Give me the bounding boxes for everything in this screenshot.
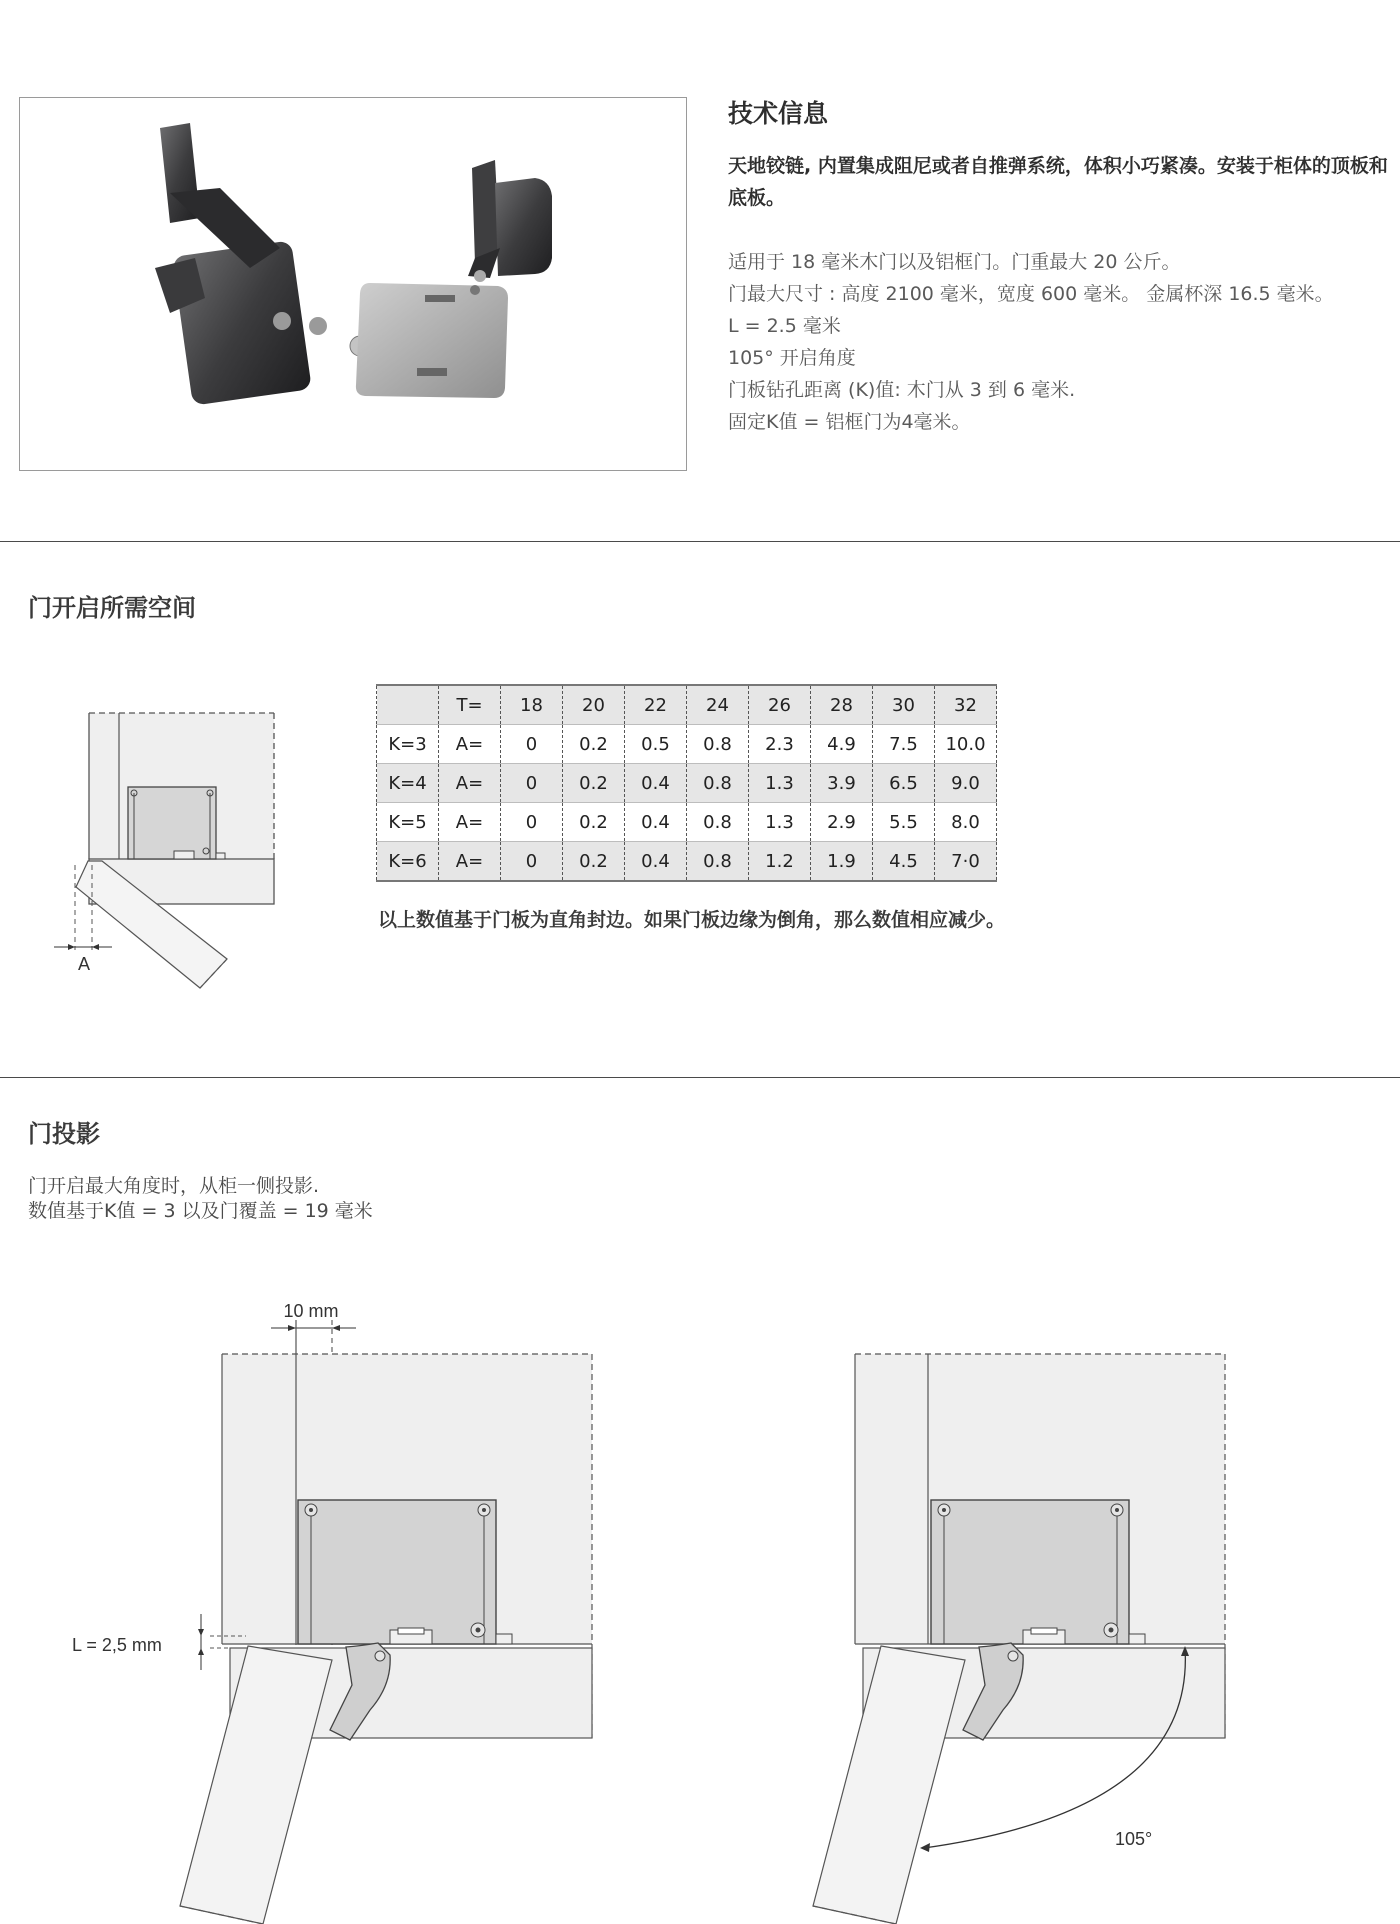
left-hinge-shape <box>155 123 370 406</box>
table-cell: 0.2 <box>563 803 625 842</box>
spec-line: 105° 开启角度 <box>728 347 856 369</box>
table-row <box>377 842 997 882</box>
spec-line: 门板钻孔距离 (K)值: 木门从 3 到 6 毫米. <box>728 379 1076 401</box>
table-cell: 7·0 <box>935 842 997 882</box>
hinge-housing <box>931 1500 1129 1644</box>
table-cell: 7.5 <box>873 725 935 764</box>
table-cell: A= <box>439 803 501 842</box>
table-cell: K=5 <box>377 803 439 842</box>
table-cell: 0.5 <box>625 725 687 764</box>
table-cell: 4.5 <box>873 842 935 882</box>
table-cell: 1.9 <box>811 842 873 882</box>
hinge-housing <box>128 787 216 859</box>
spec-line: 门最大尺寸 : 高度 2100 毫米，宽度 600 毫米。 金属杯深 16.5 毫米。 <box>728 283 1334 305</box>
table-cell: 0.2 <box>563 842 625 882</box>
table-header-cell <box>377 685 439 725</box>
table-header-row <box>377 685 997 725</box>
projection-desc-line: 门开启最大角度时，从柜一侧投影. <box>28 1175 320 1197</box>
table-cell: 8.0 <box>935 803 997 842</box>
opened-door <box>813 1646 965 1924</box>
projection-section-title: 门投影 <box>28 1120 100 1148</box>
dimension-10mm-label: 10 mm <box>283 1301 339 1321</box>
projection-description <box>28 1174 373 1224</box>
table-cell: 0.2 <box>563 764 625 803</box>
table-cell: 0.8 <box>687 803 749 842</box>
table-header-cell: 24 <box>687 685 749 725</box>
tech-info-intro: 天地铰链, 内置集成阻尼或者自推弹系统，体积小巧紧凑。安装于柜体的顶板和底板。 <box>728 155 1388 209</box>
spec-line: L = 2.5 毫米 <box>728 315 841 337</box>
opened-door <box>180 1646 332 1924</box>
table-cell: 0.8 <box>687 764 749 803</box>
table-header-cell: 30 <box>873 685 935 725</box>
table-header-cell: T= <box>439 685 501 725</box>
right-hinge-shape <box>468 160 552 282</box>
table-header-cell: 18 <box>501 685 563 725</box>
table-cell: 0.2 <box>563 725 625 764</box>
table-cell: 1.3 <box>749 764 811 803</box>
space-section-title: 门开启所需空间 <box>28 594 196 622</box>
table-cell: 3.9 <box>811 764 873 803</box>
table-cell: 0 <box>501 803 563 842</box>
section-divider <box>0 1077 1400 1078</box>
projection-diagram-left <box>60 1290 620 1924</box>
table-cell: 0.4 <box>625 842 687 882</box>
table-header-cell: 32 <box>935 685 997 725</box>
spec-line: 固定K值 = 铝框门为4毫米。 <box>728 411 971 433</box>
table-cell: 0.4 <box>625 764 687 803</box>
table-header-cell: 22 <box>625 685 687 725</box>
table-row <box>377 803 997 842</box>
table-cell: 5.5 <box>873 803 935 842</box>
table-row <box>377 725 997 764</box>
opening-space-table <box>376 684 997 882</box>
table-cell: 1.3 <box>749 803 811 842</box>
table-cell: 0.4 <box>625 803 687 842</box>
angle-label: 105° <box>1115 1829 1153 1849</box>
hinge-housing <box>298 1500 496 1644</box>
table-cell: 2.3 <box>749 725 811 764</box>
table-cell: 2.9 <box>811 803 873 842</box>
table-header-cell: 28 <box>811 685 873 725</box>
table-cell: 0.8 <box>687 842 749 882</box>
table-cell: K=6 <box>377 842 439 882</box>
space-diagram <box>40 705 300 1000</box>
tech-info-specs <box>728 246 1400 438</box>
projection-desc-line: 数值基于K值 = 3 以及门覆盖 = 19 毫米 <box>28 1200 373 1222</box>
dimension-l-label: L = 2,5 mm <box>72 1635 162 1655</box>
table-cell: 0 <box>501 842 563 882</box>
tech-info-title: 技术信息 <box>728 99 829 128</box>
table-cell: 4.9 <box>811 725 873 764</box>
table-cell: 0.8 <box>687 725 749 764</box>
table-cell: 9.0 <box>935 764 997 803</box>
table-note: 以上数值基于门板为直角封边。如果门板边缘为倒角，那么数值相应减少。 <box>378 909 1006 931</box>
product-photo <box>19 97 687 471</box>
mounting-plate-shape <box>356 283 508 398</box>
hinge-product-image <box>20 98 685 469</box>
table-cell: A= <box>439 764 501 803</box>
table-cell: 1.2 <box>749 842 811 882</box>
table-cell: 0 <box>501 764 563 803</box>
table-cell: 6.5 <box>873 764 935 803</box>
dimension-a-label: A <box>77 954 91 974</box>
projection-diagram-right <box>800 1290 1260 1924</box>
table-header-cell: 26 <box>749 685 811 725</box>
table-cell: 0 <box>501 725 563 764</box>
table-cell: A= <box>439 725 501 764</box>
table-row <box>377 764 997 803</box>
table-cell: A= <box>439 842 501 882</box>
table-header-cell: 20 <box>563 685 625 725</box>
table-cell: K=3 <box>377 725 439 764</box>
section-divider <box>0 541 1400 542</box>
spec-line: 适用于 18 毫米木门以及铝框门。门重最大 20 公斤。 <box>728 251 1181 273</box>
table-cell: K=4 <box>377 764 439 803</box>
table-cell: 10.0 <box>935 725 997 764</box>
